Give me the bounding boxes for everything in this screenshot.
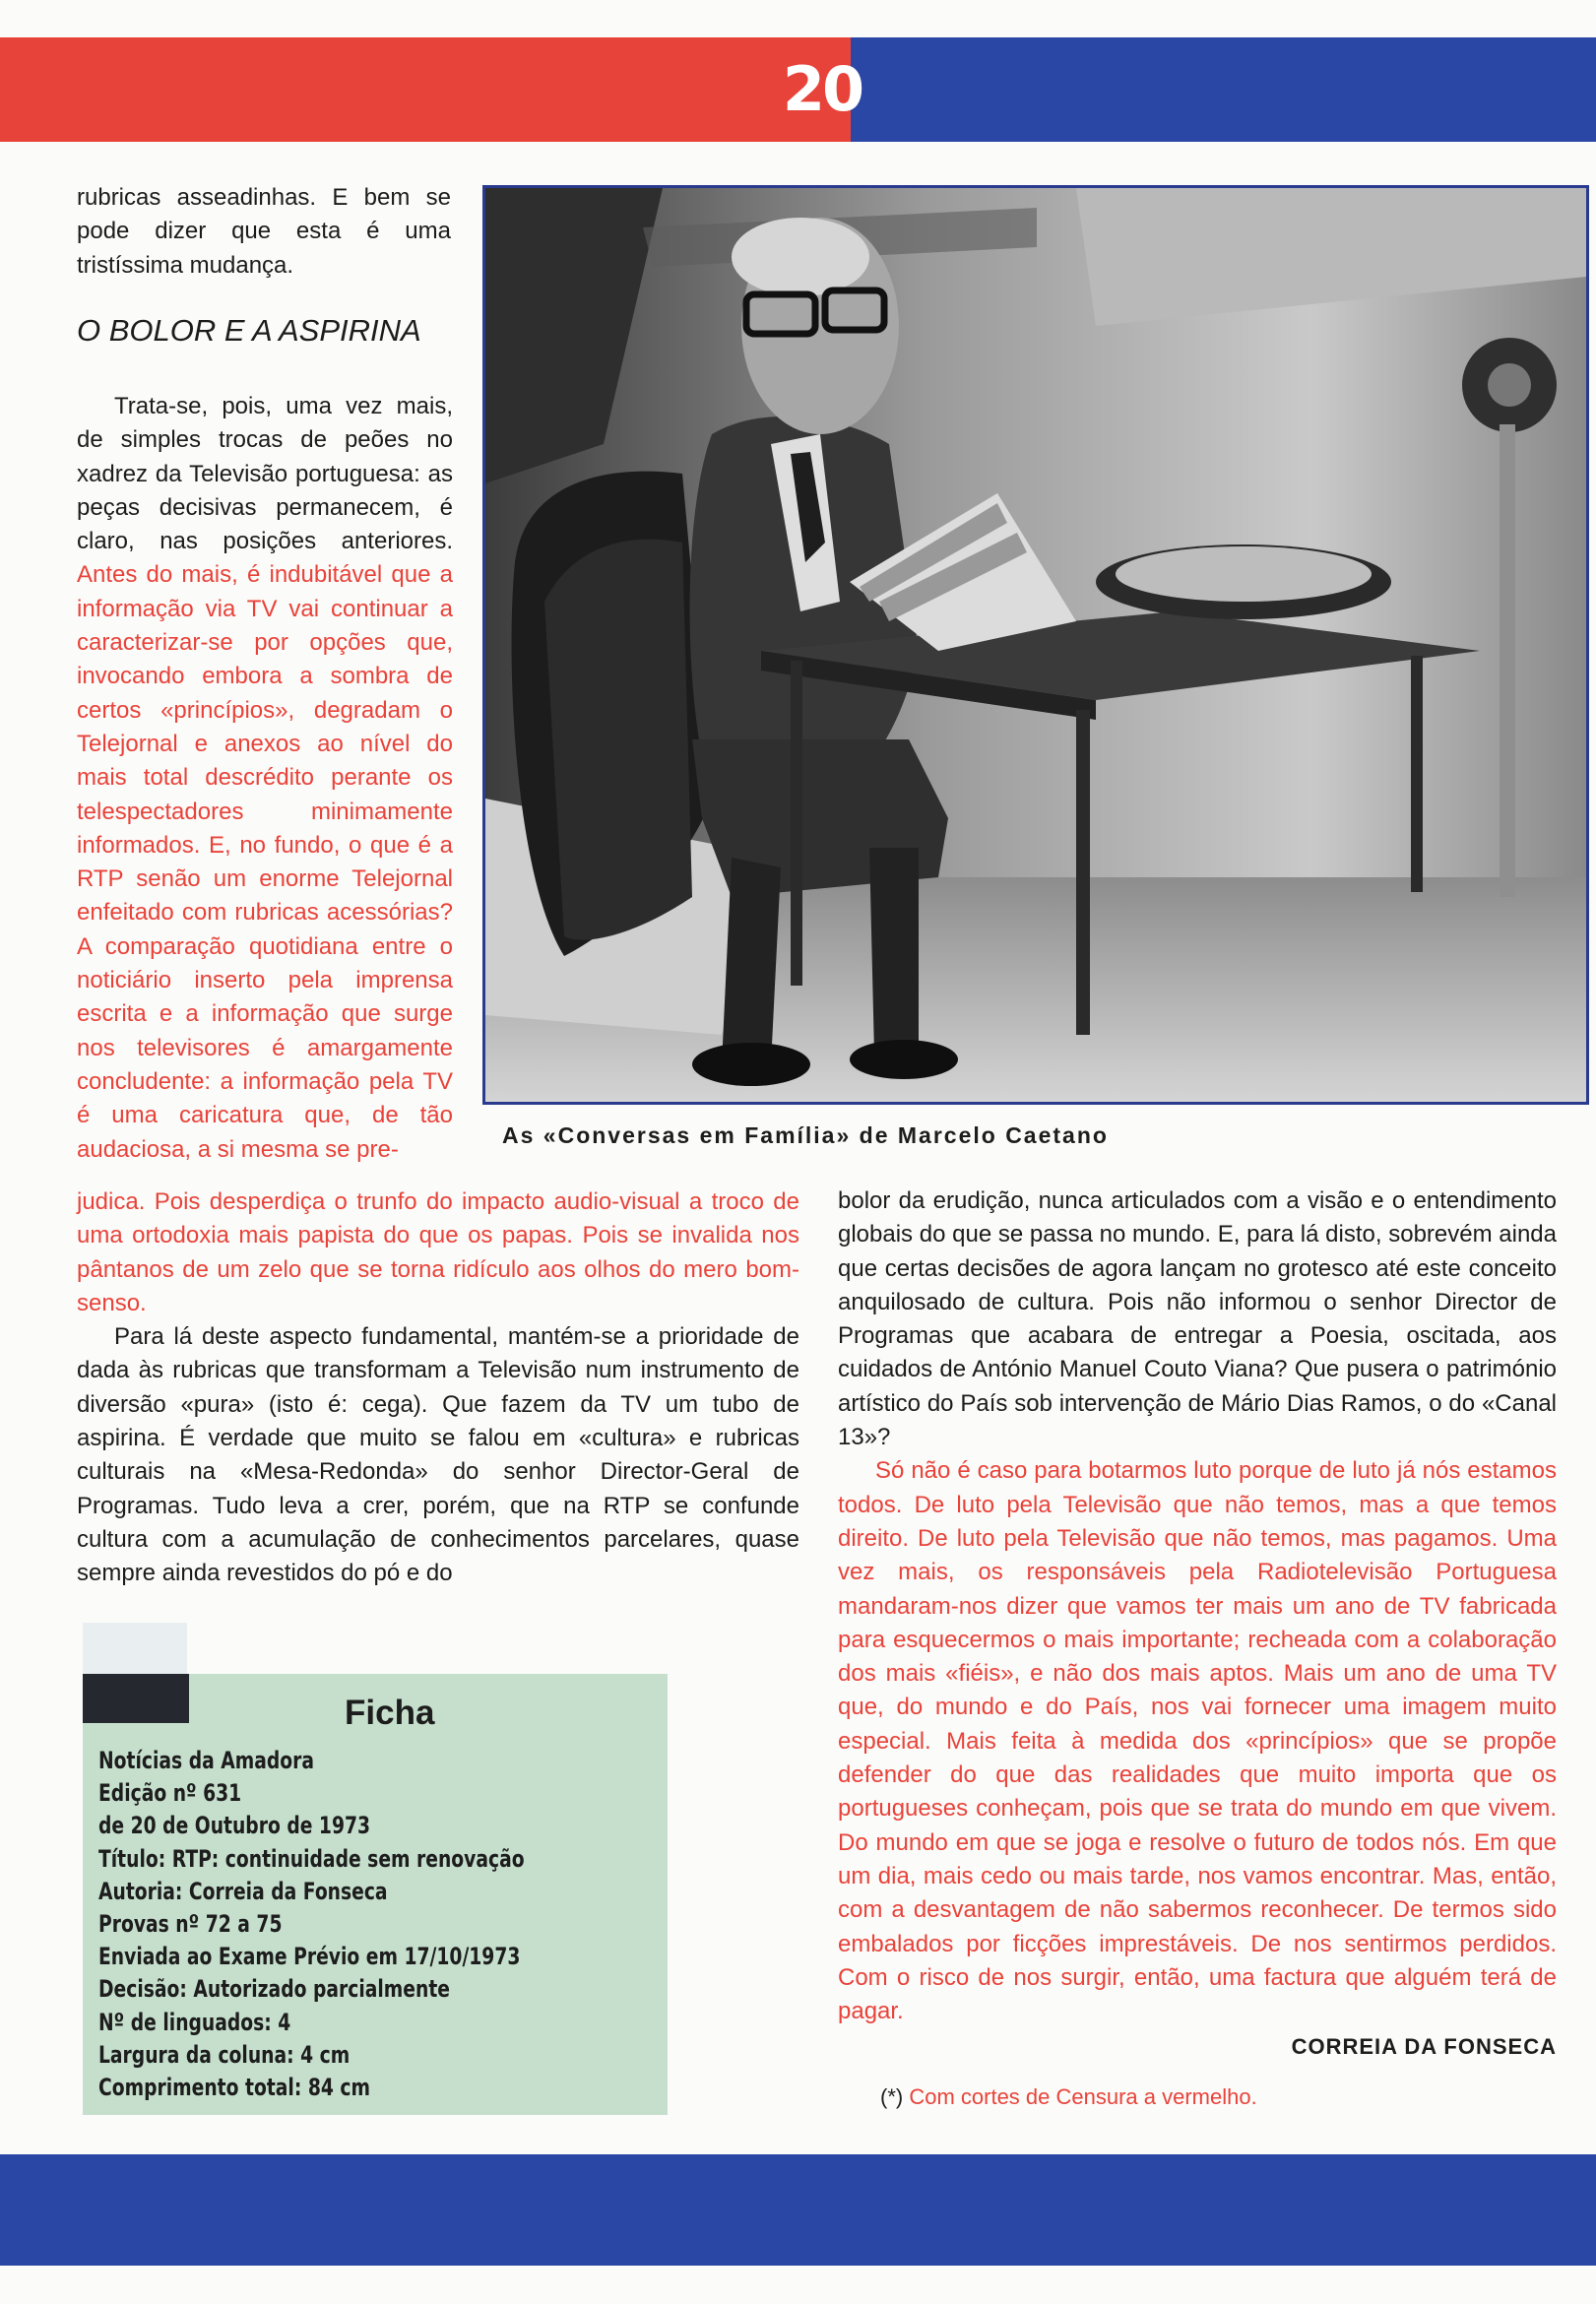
- intro-text: rubricas asseadinhas. E bem se pode dizer que esta é uma tristíssima mudança.: [77, 184, 451, 279]
- left-paragraph-2: Para lá deste aspecto fundamental, mantém-se a prioridade de dada às rubricas que transformam a Televisão num instrumento de diversão «pura» (isto é: cega). Que fazem da TV um tubo de aspirina. É verdade que muito se falou em «cultura» e rubricas culturais na «Mesa-Redonda» do senhor Director-Geral de Programas. Tudo leva a crer, porém, que na RTP se confunde cultura com a acumulação de conhecimentos parcelares, quase sempre ainda revestidos do pó e do: [77, 1323, 799, 1587]
- right-paragraph-1: bolor da erudição, nunca articulados com a visão e o entendimento globais do que se passa no mundo. E, para lá disto, sobrevém ainda que certas decisões de agora lançam no grotesco até este conceito anquilosado de cultura. Pois não informou o senhor Director de Programas que acabara de entregar a Poesia, oscitada, aos cuidados de António Manuel Couto Viana? Que pusera o património artístico do País sob intervenção de Mário Dias Ramos, o do «Canal 13»?: [838, 1187, 1557, 1451]
- column-right: [838, 1184, 1557, 2028]
- column-left-continued: [77, 1185, 799, 1591]
- right-paragraph-2-censored: Só não é caso para botarmos luto porque de luto já nós estamos todos. De luto pela Televisão que não temos, mas a que temos direito. De luto pela Televisão que não temos, mas pagamos. Uma vez mais, os responsáveis pela Radiotelevisão Portuguesa mandaram-nos dizer que vamos ter mais um ano de TV fabricada para esquecermos o mais importante; recheada com a colaboração dos mais «fiéis», e não dos mais aptos. Mais um ano de uma TV que, do mundo e do País, nos vai fornecer uma imagem muito especial. Mais feita à medida dos «princípios» que se propõe defender do que das realidades que muito importa que os portugueses conheçam, pois que se trata do mundo em que vivem. Do mundo em que se joga e resolve o futuro de todos nós. Em que um dia, mais cedo ou mais tarde, nos vamos encontrar. Mas, então, com a desvantagem de não sabermos reconhecer. De termos sido embalados por ficções imprestáveis. De nos sentirmos perdidos. Com o risco de nos surgir, então, uma factura que alguém terá de pagar.: [838, 1457, 1557, 2025]
- ficha-tab: [83, 1623, 187, 1674]
- ficha-line: Largura da coluna: 4 cm: [98, 2040, 351, 2069]
- photo-illustration: [485, 188, 1586, 1102]
- section-heading: O BOLOR E A ASPIRINA: [77, 313, 421, 348]
- intro-paragraph: [77, 181, 451, 283]
- ficha-line: Notícias da Amadora: [98, 1747, 315, 1774]
- ficha-line: Provas nº 72 a 75: [98, 1910, 283, 1939]
- footnote-marker: (*): [880, 2084, 910, 2109]
- photo-caption: As «Conversas em Família» de Marcelo Caetano: [502, 1122, 1109, 1148]
- column-left: [77, 390, 453, 1167]
- footnote: [880, 2084, 1257, 2110]
- ficha-list: [98, 1745, 525, 2104]
- ficha-title: Ficha: [345, 1694, 435, 1732]
- ficha-line: Nº de linguados: 4: [98, 2008, 291, 2036]
- author-signature: CORREIA DA FONSECA: [1291, 2034, 1557, 2059]
- ficha-line: Edição nº 631: [98, 1779, 242, 1808]
- ficha-line: Autoria: Correia da Fonseca: [98, 1877, 388, 1905]
- footnote-text: Com cortes de Censura a vermelho.: [909, 2084, 1257, 2109]
- ficha-line: Enviada ao Exame Prévio em 17/10/1973: [98, 1943, 521, 1971]
- header-blue-band: [851, 37, 1596, 142]
- left-paragraph: [77, 390, 453, 1167]
- left-continued-censored: judica. Pois desperdiça o trunfo do impacto audio-visual a troco de uma ortodoxia mais papista do que os papas. Pois se invalida nos pântanos de um zelo que se torna ridículo aos olhos do mero bom-senso.: [77, 1188, 799, 1316]
- ficha-line: Comprimento total: 84 cm: [98, 2074, 370, 2102]
- ficha-line: Título: RTP: continuidade sem renovação: [98, 1844, 525, 1873]
- footer-blue-band: [0, 2154, 1596, 2266]
- page-number: 20: [782, 53, 862, 125]
- header-band: [0, 37, 1596, 142]
- photo-marcelo-caetano: [482, 185, 1589, 1105]
- ficha-marker: [83, 1674, 189, 1723]
- left-paragraph-black: Trata-se, pois, uma vez mais, de simples trocas de peões no xadrez da Televisão portuguesa: as peças decisivas permanecem, é claro, nas posições anteriores.: [77, 393, 453, 555]
- ficha-line: Decisão: Autorizado parcialmente: [98, 1975, 450, 2004]
- header-red-band: [0, 37, 851, 142]
- left-paragraph-censored: Antes do mais, é indubitável que a informação via TV vai continuar a caracterizar-se por opções que, invocando embora a sombra de certos «princípios», degradam o Telejornal e anexos ao nível do mais total descrédito perante os telespectadores minimamente informados. E, no fundo, o que é a RTP senão um enorme Telejornal enfeitado com rubricas acessórias? A comparação quotidiana entre o noticiário inserto pela imprensa escrita e a informação que surge nos televisores é amargamente concludente: a informação pela TV é uma caricatura que, de tão audaciosa, a si mesma se pre-: [77, 561, 453, 1163]
- ficha-line: de 20 de Outubro de 1973: [98, 1812, 371, 1840]
